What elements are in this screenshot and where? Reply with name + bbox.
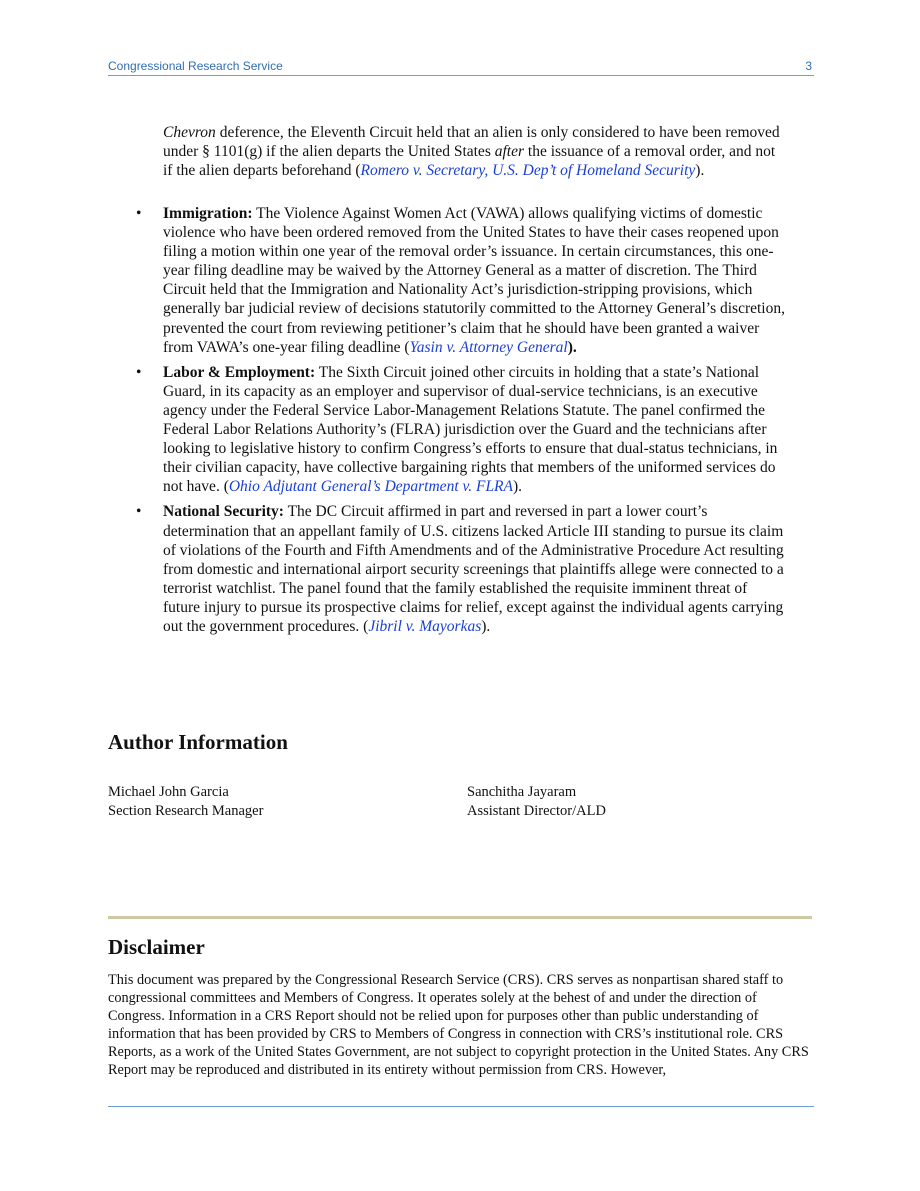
citation-link-ohio[interactable]: Ohio Adjutant General’s Department v. FLRA: [228, 478, 513, 496]
disclaimer-text: This document was prepared by the Congressional Research Service (CRS). CRS serves as nonpartisan shared staff to congressional committees and Members of Congress. It operates solely at the behest of and under the direction of Congress. Information in a CRS Report should not be relied upon for purposes other than public understanding of information that has been provided by CRS to Members of Congress in connection with CRS’s institutional role. CRS Reports, as a work of the United States Government, are not subject to copyright protection in the United States. Any CRS Report may be reproduced and distributed in its entirety without permission from CRS. However,: [108, 972, 809, 1078]
bullet-icon: •: [136, 503, 142, 521]
case-summary-list: [136, 204, 786, 642]
list-item-national-security: [136, 502, 786, 636]
header-page-number: 3: [805, 59, 812, 73]
author-name: Michael John Garcia: [108, 784, 229, 800]
bullet-end: ).: [567, 338, 577, 356]
citation-link-yasin[interactable]: Yasin v. Attorney General: [409, 338, 568, 356]
citation-link-jibril[interactable]: Jibril v. Mayorkas: [368, 617, 482, 635]
author-block-1: [108, 783, 263, 820]
author-name: Sanchitha Jayaram: [467, 784, 577, 800]
author-title: Assistant Director/ALD: [467, 802, 606, 819]
bullet-icon: •: [136, 363, 142, 381]
author-information-heading: Author Information: [108, 730, 288, 754]
list-item-labor: [136, 363, 786, 497]
continuation-text-1: deference, the Eleventh Circuit held that an alien is only considered to have been removed under § 1101(g) if the alien departs the United States: [163, 124, 780, 161]
bullet-text: The DC Circuit affirmed in part and reversed in part a lower court’s determination that an appellant family of U.S. citizens lacked Article III standing to pursue its claim of violations of the Fourth and Fifth Amendments and of the Administrative Procedure Act resulting from domestic and international airport security screenings that plaintiffs allege were connected to a terrorist watchlist. The panel found that the family established the requisite imminent threat of future injury to pursue its prospective claims for relief, except against the individual agents carrying out the government procedures. (: [163, 503, 784, 635]
bullet-text: The Violence Against Women Act (VAWA) allows qualifying victims of domestic violence who have been ordered removed from the United States to have their cases reopened upon filing a motion within one year of the removal order’s issuance. In certain circumstances, this one-year filing deadline may be waived by the Attorney General as a matter of discretion. The Third Circuit held that the Immigration and Nationality Act’s jurisdiction-stripping provisions, which generally bar judicial review of decisions statutorily committed to the Attorney General’s discretion, prevented the court from reviewing petitioner’s claim that he should have been granted a waiver from VAWA’s one-year filing deadline (: [163, 205, 785, 356]
bullet-text: The Sixth Circuit joined other circuits in holding that a state’s National Guard, in its capacity as an employer and supervisor of dual-service technicians, is an executive agency under the Federal Service Labor-Management Relations Statute. The panel confirmed the Federal Labor Relations Authority’s (FLRA) jurisdiction over the Guard and the technicians after looking to legislative history to confirm Congress’s efforts to ensure that dual-status technicians, in their civilian capacity, have collective bargaining rights that members of the uniformed services do not have. (: [163, 363, 778, 496]
bullet-lead: Labor & Employment:: [163, 363, 316, 381]
bullet-lead: National Security:: [163, 503, 284, 521]
author-title: Section Research Manager: [108, 802, 264, 819]
continuation-end: ).: [695, 162, 705, 180]
disclaimer-heading: Disclaimer: [108, 935, 205, 959]
bullet-lead: Immigration:: [163, 205, 253, 222]
citation-link-romero[interactable]: Romero v. Secretary, U.S. Dep’t of Homeland Security: [360, 162, 696, 180]
footer-divider: [108, 1106, 814, 1107]
section-divider: [108, 916, 812, 919]
continuation-text-2: the issuance of a removal order, and not if the alien departs beforehand (: [163, 143, 776, 180]
header-divider: [108, 75, 814, 76]
continuation-paragraph: [163, 123, 783, 180]
bullet-end: ).: [481, 617, 491, 635]
list-item-immigration: [136, 204, 786, 357]
chevron-term: Chevron: [163, 124, 216, 141]
after-term: after: [494, 143, 525, 161]
bullet-end: ).: [513, 478, 523, 496]
author-block-2: [467, 783, 606, 820]
bullet-icon: •: [136, 205, 142, 222]
header-org-name: Congressional Research Service: [108, 59, 283, 73]
